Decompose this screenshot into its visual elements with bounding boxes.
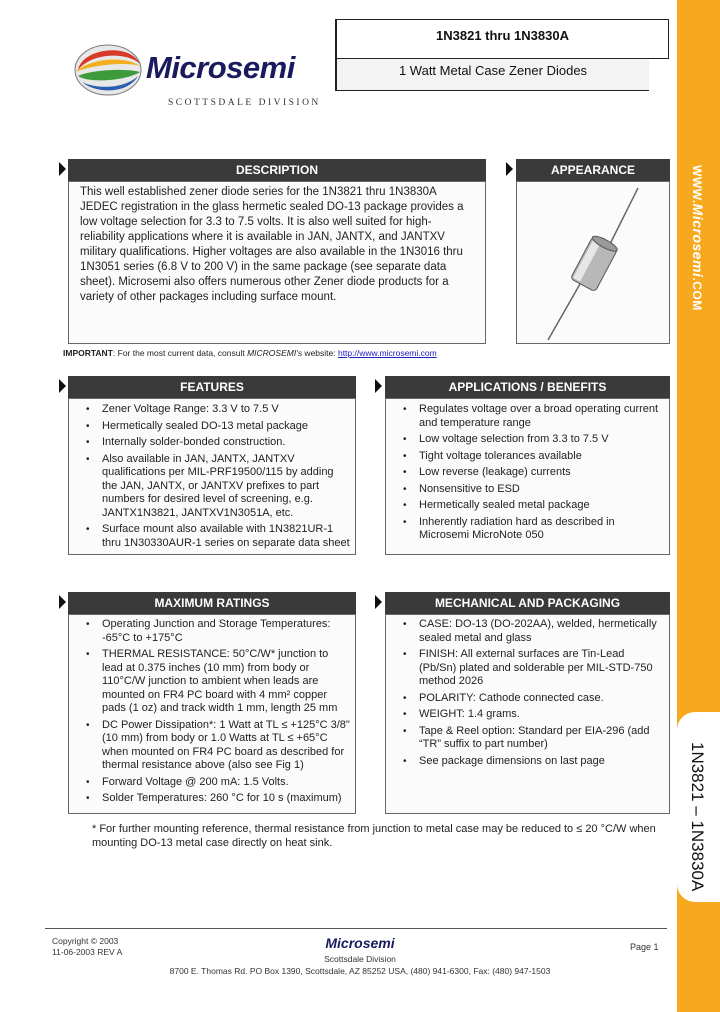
list-item: • Forward Voltage @ 200 mA: 1.5 Volts. — [80, 776, 350, 790]
mechanical-header: MECHANICAL AND PACKAGING — [385, 592, 670, 614]
applications-arrow-icon — [375, 379, 382, 393]
page-number: Page 1 — [630, 942, 659, 952]
list-item: • Inherently radiation hard as described in Microsemi MicroNote 050 — [397, 516, 665, 543]
list-item: • Low reverse (leakage) currents — [397, 466, 665, 480]
appearance-header: APPEARANCE — [516, 159, 670, 181]
list-item: • Surface mount also available with 1N3821UR-1 thru 1N30330AUR-1 series on separate data sheet — [80, 523, 350, 550]
max-ratings-arrow-icon — [59, 595, 66, 609]
subtitle-box — [335, 59, 649, 91]
footer-brand: Microsemi — [325, 935, 395, 951]
side-part-tab — [677, 712, 720, 902]
applications-header: APPLICATIONS / BENEFITS — [385, 376, 670, 398]
list-item: • DC Power Dissipation*: 1 Watt at TL ≤ +125°C 3/8" (10 mm) from body or 1.0 Watts at TL ≤ +65°C when mounted on FR4 PC board as described for thermal resistance above (also see Fig 1) — [80, 719, 350, 773]
footer-address: 8700 E. Thomas Rd. PO Box 1390, Scottsdale, AZ 85252 USA, (480) 941-6300, Fax: (480) 947-1503 — [169, 966, 551, 976]
list-item: • Tape & Reel option: Standard per EIA-296 (add “TR” suffix to part number) — [397, 725, 662, 752]
mechanical-arrow-icon — [375, 595, 382, 609]
list-item: • FINISH: All external surfaces are Tin-Lead (Pb/Sn) plated and solderable per MIL-STD-750 method 2026 — [397, 648, 662, 689]
logo-division: SCOTTSDALE DIVISION — [168, 98, 321, 108]
globe-logo-icon — [72, 40, 144, 100]
thermal-footnote: * For further mounting reference, thermal resistance from junction to metal case may be reduced to ≤ 20 °C/W when mounting DO-13 metal case directly on heat sink. — [92, 823, 656, 849]
applications-list — [397, 403, 665, 546]
list-item: • THERMAL RESISTANCE: 50°C/W* junction to lead at 0.375 inches (10 mm) from body or 110°C/W junction to ambient when leads are mounted on FR4 PC board with 4 mm² copper pads (1 oz) and track width 1 mm, length 25 mm — [80, 648, 350, 716]
description-arrow-icon — [59, 162, 66, 176]
footer-division: Scottsdale Division — [324, 954, 396, 964]
part-title-box — [335, 19, 669, 59]
list-item: • Zener Voltage Range: 3.3 V to 7.5 V — [80, 403, 350, 417]
features-arrow-icon — [59, 379, 66, 393]
mechanical-list — [397, 618, 662, 771]
list-item: • Solder Temperatures: 260 °C for 10 s (maximum) — [80, 792, 350, 806]
diode-package-image — [530, 184, 660, 342]
list-item: • Also available in JAN, JANTX, JANTXV qualifications per MIL-PRF19500/115 by adding the JAN, JANTX, or JANTXV prefixes to part numbers for desired level of screening, e.g. JANTX1N3821, JANTXV1N3051A, etc. — [80, 453, 350, 521]
features-header: FEATURES — [68, 376, 356, 398]
list-item: • Operating Junction and Storage Temperatures: -65°C to +175°C — [80, 618, 350, 645]
features-list — [80, 403, 350, 553]
company-logo — [38, 22, 338, 122]
list-item: • WEIGHT: 1.4 grams. — [397, 708, 662, 722]
subtitle: 1 Watt Metal Case Zener Diodes — [398, 63, 588, 78]
list-item: • Regulates voltage over a broad operating current and temperature range — [397, 403, 665, 430]
max-ratings-header: MAXIMUM RATINGS — [68, 592, 356, 614]
description-header: DESCRIPTION — [68, 159, 486, 181]
appearance-arrow-icon — [506, 162, 513, 176]
list-item: • Tight voltage tolerances available — [397, 450, 665, 464]
revision-date: 11-06-2003 REV A — [52, 947, 123, 957]
list-item: • Nonsensitive to ESD — [397, 483, 665, 497]
max-ratings-list — [80, 618, 350, 809]
list-item: • Hermetically sealed metal package — [397, 499, 665, 513]
important-note: IMPORTANT: For the most current data, consult MICROSEMI's website: http://www.microsemi.com — [63, 348, 437, 358]
list-item: • POLARITY: Cathode connected case. — [397, 692, 662, 706]
side-part-label: 1N3821 – 1N3830A — [688, 742, 707, 892]
list-item: • Internally solder-bonded construction. — [80, 436, 350, 450]
list-item: • Low voltage selection from 3.3 to 7.5 V — [397, 433, 665, 447]
copyright: Copyright © 2003 — [52, 936, 119, 946]
list-item: • See package dimensions on last page — [397, 755, 662, 769]
description-text: This well established zener diode series for the 1N3821 thru 1N3830A JEDEC registration in the glass hermetic sealed DO-13 package provides a low voltage selection for 3.3 to 7.5 volts. It is also well suited for high-reliability applications where it is available in JAN, JANTX, and JANTXV military qualifications. Higher voltages are also available in the 1N3016 thru 1N3051 series (6.8 V to 200 V) in the same package (see separate data sheet). Microsemi also offers numerous other Zener diode products for a variety of other packages including surface mount. — [80, 186, 464, 303]
website-link[interactable]: http://www.microsemi.com — [337, 348, 437, 358]
side-website-label: WWW.Microsemi.COM — [690, 165, 706, 311]
list-item: • Hermetically sealed DO-13 metal package — [80, 420, 350, 434]
footer-divider — [45, 928, 667, 929]
logo-wordmark: Microsemi — [146, 50, 295, 85]
part-title: 1N3821 thru 1N3830A — [436, 28, 569, 43]
list-item: • CASE: DO-13 (DO-202AA), welded, hermetically sealed metal and glass — [397, 618, 662, 645]
